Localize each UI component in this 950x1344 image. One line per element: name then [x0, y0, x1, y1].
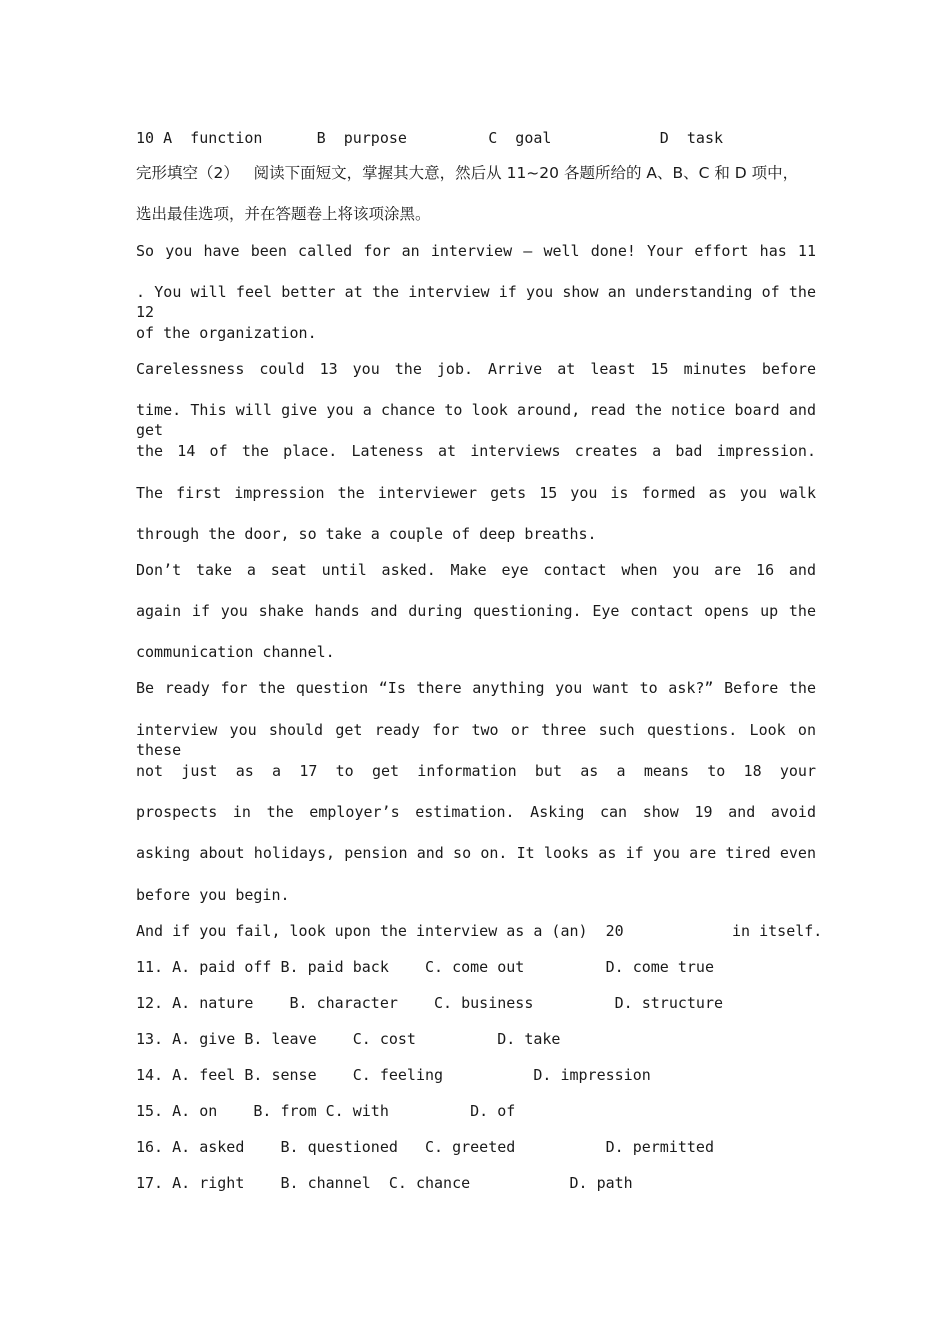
passage-line: interview you should get ready for two or three such questions. Look on these: [136, 721, 816, 759]
passage-line: Carelessness could 13 you the job. Arrive at least 15 minutes before: [136, 360, 816, 378]
passage-line: The first impression the interviewer gets 15 you is formed as you walk: [136, 484, 816, 502]
question-10-options: 10 A function B purpose C goal D task: [136, 129, 723, 147]
passage-line: before you begin.: [136, 886, 290, 904]
passage-line: And if you fail, look upon the interview as a (an) 20 in itself.: [136, 922, 823, 940]
passage-line: through the door, so take a couple of deep breaths.: [136, 525, 597, 543]
section-instruction: 阅读下面短文，掌握其大意，然后从 11~20 各题所给的 A、B、C 和 D 项中，: [253, 164, 799, 182]
passage-line: not just as a 17 to get information but as a means to 18 your: [136, 762, 816, 780]
section-heading-line: [136, 163, 816, 183]
option-line-12: 12. A. nature B. character C. business D. structure: [136, 994, 723, 1012]
passage-line: Don’t take a seat until asked. Make eye contact when you are 16 and: [136, 561, 816, 579]
passage-line: the 14 of the place. Lateness at interviews creates a bad impression.: [136, 442, 816, 460]
section-title: 完形填空（2）: [136, 164, 239, 182]
option-line-13: 13. A. give B. leave C. cost D. take: [136, 1030, 561, 1048]
passage-line: Be ready for the question “Is there anything you want to ask?” Before the: [136, 679, 816, 697]
option-line-14: 14. A. feel B. sense C. feeling D. impression: [136, 1066, 651, 1084]
passage-line: . You will feel better at the interview if you show an understanding of the 12: [136, 283, 816, 321]
option-line-15: 15. A. on B. from C. with D. of: [136, 1102, 516, 1120]
option-line-11: 11. A. paid off B. paid back C. come out D. come true: [136, 958, 714, 976]
passage-line: again if you shake hands and during questioning. Eye contact opens up the: [136, 602, 816, 620]
passage-line: So you have been called for an interview — well done! Your effort has 11: [136, 242, 816, 260]
option-line-17: 17. A. right B. channel C. chance D. path: [136, 1174, 633, 1192]
passage-line: time. This will give you a chance to look around, read the notice board and get: [136, 401, 816, 439]
option-line-16: 16. A. asked B. questioned C. greeted D. permitted: [136, 1138, 714, 1156]
passage-line: of the organization.: [136, 324, 317, 342]
passage-line: communication channel.: [136, 643, 335, 661]
section-instruction-cont: 选出最佳选项，并在答题卷上将该项涂黑。: [136, 205, 431, 223]
passage-line: asking about holidays, pension and so on. It looks as if you are tired even: [136, 844, 816, 862]
passage-line: prospects in the employer’s estimation. Asking can show 19 and avoid: [136, 803, 816, 821]
